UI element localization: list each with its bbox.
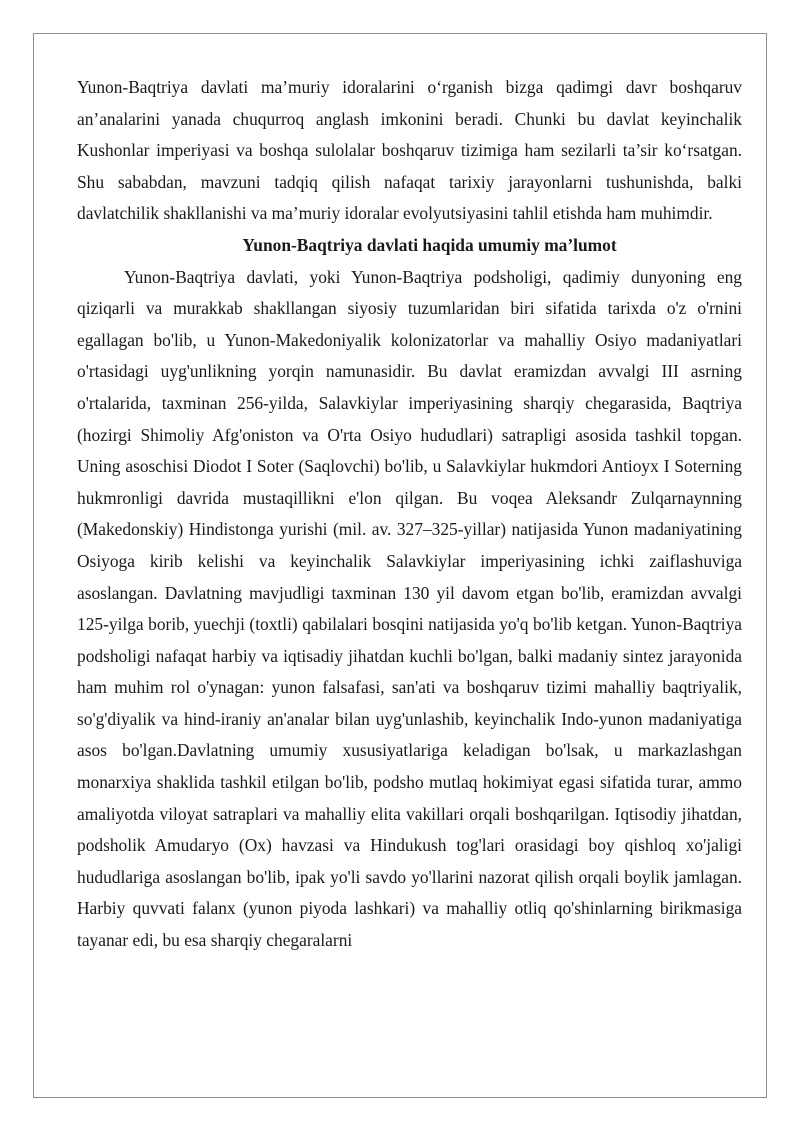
section-heading: Yunon-Baqtriya davlati haqida umumiy ma’lumot <box>242 234 617 255</box>
intro-paragraph: Yunon-Baqtriya davlati ma’muriy idoralarini o‘rganish bizga qadimgi davr boshqaruv an’analarini yanada chuqurroq anglash imkonini beradi. Chunki bu davlat keyinchalik Kushonlar imperiyasi va boshqa sulolalar boshqaruv tizimiga ham sezilarli ta’sir ko‘rsatgan. Shu sababdan, mavzuni tadqiq qilish nafaqat tarixiy jarayonlarni tushunishda, balki davlatchilik shakllanishi va ma’muriy idoralar evolyutsiyasini tahlil etishda ham muhimdir. <box>77 77 742 224</box>
document-body <box>77 72 742 957</box>
main-paragraph: Yunon-Baqtriya davlati, yoki Yunon-Baqtriya podsholigi, qadimiy dunyoning eng qiziqarli va murakkab shakllangan siyosiy tuzumlaridan biri sifatida tarixda o'z o'rnini egallagan bo'lib, u Yunon-Makedoniyalik kolonizatorlar va mahalliy Osiyo madaniyatlari o'rtasidagi uyg'unlikning yorqin namunasidir. Bu davlat eramizdan avvalgi III asrning o'rtalarida, taxminan 256-yilda, Salavkiylar imperiyasining sharqiy chegarasida, Baqtriya (hozirgi Shimoliy Afg'oniston va O'rta Osiyo hududlari) satrapligi asosida tashkil topgan. Uning asoschisi Diodot I Soter (Saqlovchi) bo'lib, u Salavkiylar hukmdori Antioyx I Soterning hukmronligi davrida mustaqillikni e'lon qilgan. Bu voqea Aleksandr Zulqarnaynning (Makedonskiy) Hindistonga yurishi (mil. av. 327–325-yillar) natijasida Yunon madaniyatining Osiyoga kirib kelishi va keyinchalik Salavkiylar imperiyasining ichki zaiflashuviga asoslangan. Davlatning mavjudligi taxminan 130 yil davom etgan bo'lib, eramizdan avvalgi 125-yilga borib, yuechji (toxtli) qabilalari bosqini natijasida yo'q bo'lib ketgan. Yunon-Baqtriya podsholigi nafaqat harbiy va iqtisadiy jihatdan kuchli bo'lgan, balki madaniy sintez jarayonida ham muhim rol o'ynagan: yunon falsafasi, san'ati va boshqaruv tizimi mahalliy baqtriyalik, so'g'diyalik va hind-iraniy an'analar bilan uyg'unlashib, keyinchalik Indo-yunon madaniyatiga asos bo'lgan.Davlatning umumiy xususiyatlariga keladigan bo'lsak, u markazlashgan monarxiya shaklida tashkil etilgan bo'lib, podsho mutlaq hokimiyat egasi sifatida turar, ammo amaliyotda viloyat satraplari va mahalliy elita vakillari orqali boshqarilgan. Iqtisodiy jihatdan, podsholik Amudaryo (Ox) havzasi va Hindukush tog'lari orasidagi boy qishloq xo'jaligi hududlariga asoslangan bo'lib, ipak yo'li savdo yo'llarini nazorat qilish orqali boylik jamlagan. Harbiy quvvati falanx (yunon piyoda lashkari) va mahalliy otliq qo'shinlarning birikmasiga tayanar edi, bu esa sharqiy chegaralarni <box>77 266 742 951</box>
